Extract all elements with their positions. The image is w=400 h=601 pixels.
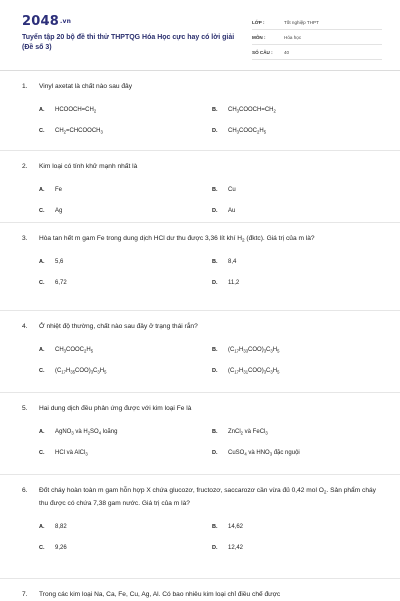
answer-option[interactable] (39, 99, 212, 120)
answer-options (39, 339, 382, 381)
answer-option[interactable] (212, 537, 385, 558)
question-text: Trong các kim loại Na, Ca, Fe, Cu, Ag, Al. Có bao nhiêu kim loại chỉ điều chế được (39, 591, 281, 598)
question-separator (0, 578, 400, 579)
answer-option[interactable] (212, 442, 385, 463)
option-text: 6,72 (55, 279, 67, 286)
question-number: 5. (22, 405, 28, 412)
question-5 (22, 402, 382, 463)
question-text: Ở nhiệt độ thường, chất nào sau đây ở trạng thái rắn? (39, 323, 198, 330)
option-letter: C. (39, 127, 45, 134)
question-separator (0, 392, 400, 393)
option-letter: D. (212, 449, 218, 456)
answer-option[interactable] (39, 251, 212, 272)
option-letter: B. (212, 523, 218, 530)
answer-option[interactable] (39, 272, 212, 293)
option-letter: C. (39, 449, 45, 456)
question-2 (22, 160, 382, 221)
option-text: $(C_{17}H_{33}COO)_3C_3H_5$ (228, 346, 280, 353)
option-letter: B. (212, 106, 218, 113)
option-letter: C. (39, 367, 45, 374)
option-letter: A. (39, 186, 45, 193)
question-number: 1. (22, 83, 28, 90)
option-text: Ag (55, 207, 63, 214)
question-number: 2. (22, 163, 28, 170)
option-text: 11,2 (228, 279, 240, 286)
option-text: 8,82 (55, 523, 67, 530)
question-3 (22, 232, 382, 293)
option-text: 8,4 (228, 258, 237, 265)
answer-option[interactable] (39, 200, 212, 221)
header-divider (0, 70, 400, 71)
option-text: Cu (228, 186, 236, 193)
option-letter: D. (212, 207, 218, 214)
question-text: Đốt cháy hoàn toàn m gam hỗn hợp X chứa glucozơ, fructozơ, saccarozơ cần vừa đủ 0,42 mol $O_2$. Sản phẩm cháy thu được có chứa 7,38 gam nước. Giá trị của m là? (39, 487, 376, 507)
answer-option[interactable] (39, 179, 212, 200)
question-separator (0, 150, 400, 151)
option-text: CuSO$_4$ và $HNO_3$ đặc nguội (228, 449, 300, 456)
option-text: Fe (55, 186, 63, 193)
answer-option[interactable] (39, 421, 212, 442)
answer-options (39, 251, 382, 293)
document-title: Tuyển tập 20 bộ đề thi thử THPTQG Hóa Học cực hay có lời giải (Đề số 3) (22, 34, 235, 51)
question-1 (22, 80, 382, 141)
question-separator (0, 310, 400, 311)
answer-options (39, 179, 382, 221)
option-text: AgNO$_3$ và $H_2SO_4$ loãng (55, 428, 118, 435)
question-text: Hai dung dịch đều phản ứng được với kim loại Fe là (39, 405, 192, 412)
meta-grade-row: LỚP : Tốt nghiệp THPT (252, 15, 382, 30)
question-separator (0, 222, 400, 223)
answer-option[interactable] (39, 339, 212, 360)
meta-subject-row: MÔN : Hóa học (252, 30, 382, 45)
answer-option[interactable] (212, 120, 385, 141)
question-text: Kim loại có tính khử mạnh nhất là (39, 163, 138, 170)
question-4 (22, 320, 382, 381)
question-number: 3. (22, 235, 28, 242)
answer-options (39, 99, 382, 141)
option-letter: D. (212, 127, 218, 134)
option-text: $(C_{17}H_{35}COO)_3C_3H_5$ (55, 367, 107, 374)
answer-option[interactable] (212, 99, 385, 120)
answer-option[interactable] (212, 200, 385, 221)
option-letter: B. (212, 346, 218, 353)
option-letter: B. (212, 258, 218, 265)
answer-option[interactable] (212, 360, 385, 381)
option-letter: A. (39, 523, 45, 530)
question-number: 4. (22, 323, 28, 330)
option-letter: D. (212, 367, 218, 374)
option-text: $(C_{17}H_{31}COO)_3C_3H_5$ (228, 367, 280, 374)
exam-meta (252, 15, 382, 60)
option-letter: C. (39, 207, 45, 214)
meta-count-row: SỐ CÂU : 40 (252, 45, 382, 60)
option-letter: C. (39, 279, 45, 286)
option-text: Au (228, 207, 236, 214)
option-letter: C. (39, 544, 45, 551)
option-text: HCl và AlCl$_3$ (55, 449, 88, 456)
option-text: $CH_3COOCH=CH_2$ (228, 106, 276, 113)
option-text: $CH_2=CHCOOCH_3$ (55, 127, 103, 134)
document-header (0, 0, 400, 68)
question-number: 6. (22, 487, 28, 494)
answer-option[interactable] (212, 179, 385, 200)
answer-option[interactable] (39, 360, 212, 381)
answer-options (39, 516, 382, 558)
answer-option[interactable] (39, 537, 212, 558)
answer-option[interactable] (212, 272, 385, 293)
option-text: 9,26 (55, 544, 67, 551)
option-text: ZnCl$_2$ và FeCl$_3$ (228, 428, 268, 435)
option-text: 14,62 (228, 523, 244, 530)
answer-options (39, 421, 382, 463)
answer-option[interactable] (212, 421, 385, 442)
option-text: $HCOOCH=CH_2$ (55, 106, 97, 113)
question-text: Vinyl axetat là chất nào sau đây (39, 83, 132, 90)
answer-option[interactable] (39, 442, 212, 463)
site-logo[interactable]: 2048.vn (22, 14, 72, 29)
option-text: 12,42 (228, 544, 244, 551)
question-6 (22, 484, 382, 558)
option-letter: D. (212, 544, 218, 551)
answer-option[interactable] (212, 516, 385, 537)
question-7 (22, 588, 382, 601)
answer-option[interactable] (39, 120, 212, 141)
question-separator (0, 474, 400, 475)
option-letter: A. (39, 428, 45, 435)
option-letter: A. (39, 346, 45, 353)
option-text: $CH_3COOC_2H_5$ (55, 346, 94, 353)
option-letter: B. (212, 428, 218, 435)
option-letter: A. (39, 106, 45, 113)
answer-option[interactable] (39, 516, 212, 537)
option-text: $CH_3COOC_2H_5$ (228, 127, 267, 134)
option-letter: D. (212, 279, 218, 286)
answer-option[interactable] (212, 339, 385, 360)
option-letter: B. (212, 186, 218, 193)
question-text: Hòa tan hết m gam Fe trong dung dịch HCl dư thu được 3,36 lít khí $H_2$ (đktc). Giá trị của m là? (39, 235, 315, 243)
option-letter: A. (39, 258, 45, 265)
question-number: 7. (22, 591, 28, 598)
answer-option[interactable] (212, 251, 385, 272)
option-text: 5,6 (55, 258, 64, 265)
